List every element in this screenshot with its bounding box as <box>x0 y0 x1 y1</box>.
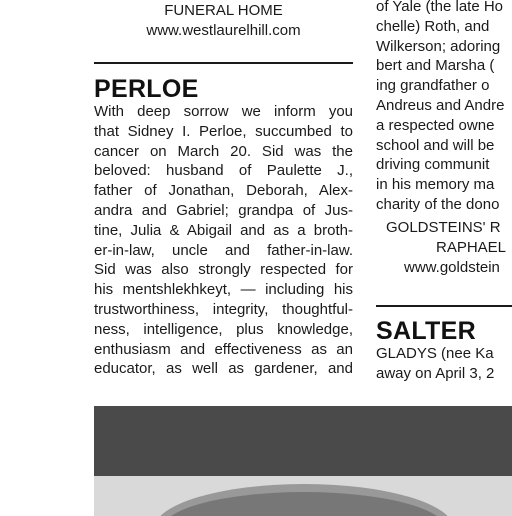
obituary-line: tine, Julia & Abigail and as a broth- <box>94 221 353 239</box>
obituary-line: in his memory ma <box>376 176 495 194</box>
funeral-home-name: FUNERAL HOME <box>164 2 283 19</box>
section-divider <box>376 305 512 307</box>
obituary-line: educator, as well as gardener, and <box>94 360 353 378</box>
section-divider <box>94 62 353 64</box>
obituary-line: school and will be <box>376 136 495 154</box>
obituary-line: chelle) Roth, and <box>376 17 490 35</box>
obituary-line: charity of the dono <box>376 195 500 213</box>
obituary-line: Wilkerson; adoring <box>376 37 501 55</box>
obituary-line: his mentshlekhkeyt, — including his <box>94 281 353 299</box>
funeral-home-website: www.goldstein <box>404 258 500 276</box>
obituary-line: enthusiasm and effectiveness as an <box>94 340 353 358</box>
obituary-line: Sid was also strongly respected for <box>94 261 353 279</box>
obituary-body-perloe <box>94 102 353 379</box>
obituary-line: father of Jonathan, Deborah, Alex- <box>94 182 353 200</box>
portrait-hair <box>154 484 454 516</box>
obituary-line: a respected owne <box>376 116 495 134</box>
obituary-heading-salter: SALTER <box>376 317 476 345</box>
obituary-line: cancer on March 20. Sid was the <box>94 142 353 160</box>
obituary-line: driving communit <box>376 156 490 174</box>
right-column-body <box>376 0 512 215</box>
obituary-line: trustworthiness, integrity, thoughtful- <box>94 300 353 318</box>
right-funeral-home <box>386 218 512 277</box>
funeral-home-website: www.westlaurelhill.com <box>146 22 301 39</box>
obituary-line: With deep sorrow we inform you <box>94 103 353 120</box>
obituary-line: bert and Marsha ( <box>376 57 495 75</box>
funeral-home-city: RAPHAEL <box>436 238 507 256</box>
obituary-line: that Sidney I. Perloe, succumbed to <box>94 122 353 140</box>
portrait-photo <box>94 476 512 516</box>
obituary-line: ness, intelligence, plus knowledge, <box>94 320 353 338</box>
obituary-heading-perloe: PERLOE <box>94 75 199 103</box>
obituary-line: of Yale (the late Ho <box>376 0 504 15</box>
obituary-line: ing grandfather o <box>376 77 490 95</box>
obituary-line: er-in-law, uncle and father-in-law. <box>94 241 353 259</box>
obituary-line: away on April 3, 2 <box>376 364 495 382</box>
obituary-line: beloved: husband of Paulette J., <box>94 162 353 180</box>
obituary-line: andra and Gabriel; grandpa of Jus- <box>94 201 353 219</box>
obituary-body-salter <box>376 344 512 384</box>
funeral-home-name: GOLDSTEINS' R <box>386 219 501 236</box>
obituary-line: Andreus and Andre <box>376 96 505 114</box>
obituary-line: GLADYS (nee Ka <box>376 345 494 362</box>
